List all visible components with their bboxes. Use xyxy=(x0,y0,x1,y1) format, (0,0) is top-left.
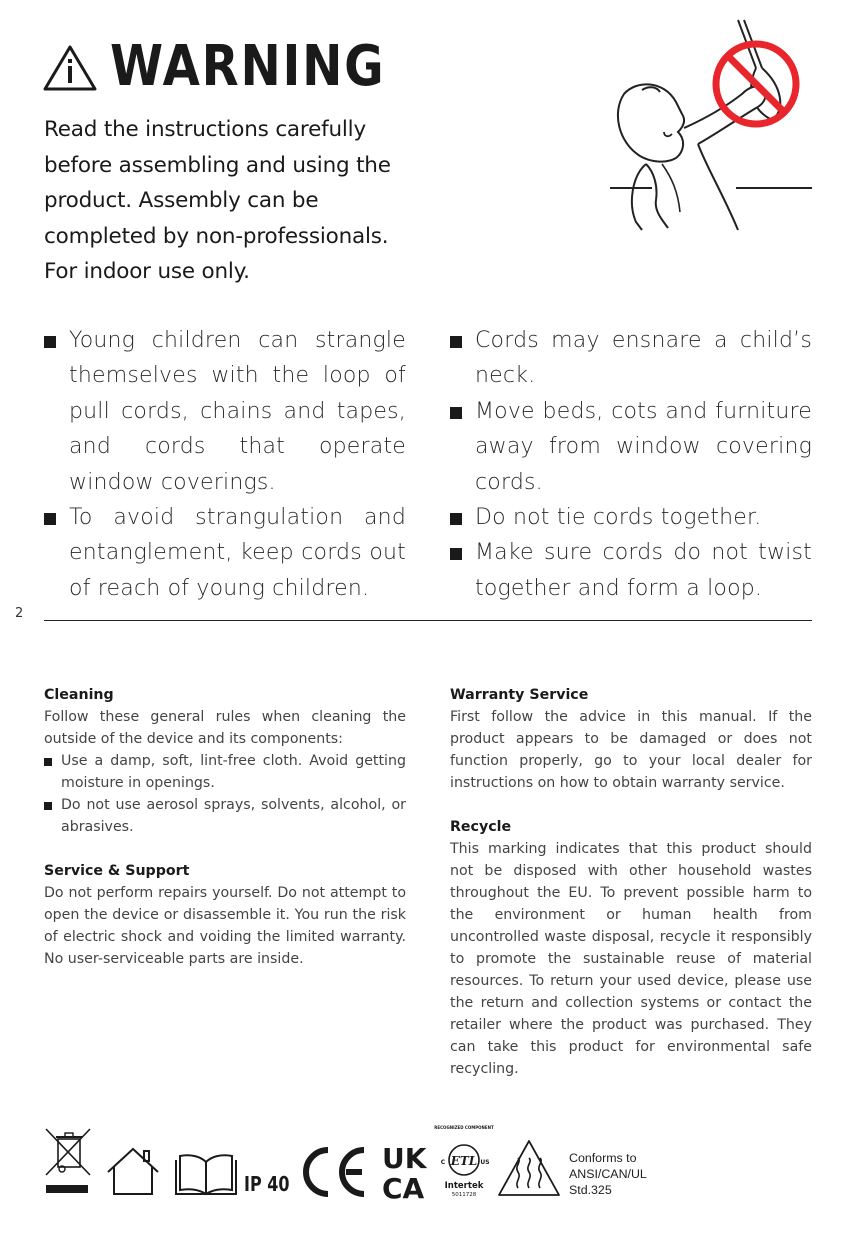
warranty-body: First follow the advice in this manual. If the product appears to be damaged or does not function properly, go to your local dealer for instructions on how to obtain warranty service. xyxy=(450,709,812,791)
weee-bin-icon xyxy=(44,1127,94,1197)
list-item: Do not tie cords together. xyxy=(450,500,812,535)
safety-bullets-right xyxy=(450,323,812,606)
etl-c-text: C xyxy=(440,1159,446,1166)
cleaning-list xyxy=(44,750,406,838)
cleaning-title: Cleaning xyxy=(44,687,114,703)
etl-top-text: RECOGNIZED COMPONENT xyxy=(434,1125,494,1130)
ukca-bottom-text: CA xyxy=(382,1172,425,1205)
child-cord-prohibited-icon xyxy=(606,16,816,230)
warning-title: WARNING xyxy=(110,34,386,99)
indoor-house-icon xyxy=(106,1146,160,1196)
list-item: Do not use aerosol sprays, solvents, alcohol, or abrasives. xyxy=(44,794,406,838)
ce-mark xyxy=(300,1146,370,1198)
list-item: Cords may ensnare a child’s neck. xyxy=(450,323,812,394)
service-body: Do not perform repairs yourself. Do not attempt to open the device or disassemble it. You run the risk of electric shock and voiding the limited warranty. No user-serviceable parts are inside. xyxy=(44,885,406,967)
etl-us-text: US xyxy=(480,1159,490,1166)
divider xyxy=(44,620,812,621)
hot-surface-icon xyxy=(496,1138,562,1198)
warranty-title: Warranty Service xyxy=(450,687,589,703)
manual-book-icon xyxy=(174,1154,238,1196)
ukca-top-text: UK xyxy=(382,1142,427,1175)
page-number: 2 xyxy=(15,606,24,621)
etl-logo-text: ETL xyxy=(450,1154,478,1168)
etl-number-text: 5011728 xyxy=(451,1192,477,1198)
recycle-title: Recycle xyxy=(450,819,512,835)
service-title: Service & Support xyxy=(44,863,190,879)
list-item: To avoid strangulation and entanglement, keep cords out of reach of young children. xyxy=(44,500,406,606)
conforms-text: Conforms to ANSI/CAN/UL Std.325 xyxy=(569,1151,647,1197)
ip-rating: IP 40 xyxy=(244,1172,290,1196)
right-column xyxy=(450,684,812,1102)
warning-intro: Read the instructions carefully before assembling and using the product. Assembly can be completed by non-professionals. For indoor use only. xyxy=(44,117,391,284)
etl-mark xyxy=(434,1124,494,1198)
list-item: Move beds, cots and furniture away from window covering cords. xyxy=(450,394,812,500)
recycle-body: This marking indicates that this product should not be disposed with other household wastes throughout the EU. To prevent possible harm to the environment or human health from uncontrolled waste disposal, recycle it responsibly to promote the sustainable reuse of material resources. To return your used device, please use the return and collection systems or contact the retailer where the product was purchased. They can take this product for environmental safe recycling. xyxy=(450,841,812,1077)
list-item: Use a damp, soft, lint-free cloth. Avoid getting moisture in openings. xyxy=(44,750,406,794)
left-column xyxy=(44,684,406,992)
list-item: Make sure cords do not twist together and form a loop. xyxy=(450,535,812,606)
ukca-mark xyxy=(382,1142,434,1205)
safety-bullets-left xyxy=(44,323,406,606)
list-item: Young children can strangle themselves with the loop of pull cords, chains and tapes, and cords that operate window coverings. xyxy=(44,323,406,500)
info-triangle-icon xyxy=(42,44,98,92)
etl-brand-text: Intertek xyxy=(444,1181,484,1191)
cleaning-body: Follow these general rules when cleaning the outside of the device and its components: xyxy=(44,709,406,747)
